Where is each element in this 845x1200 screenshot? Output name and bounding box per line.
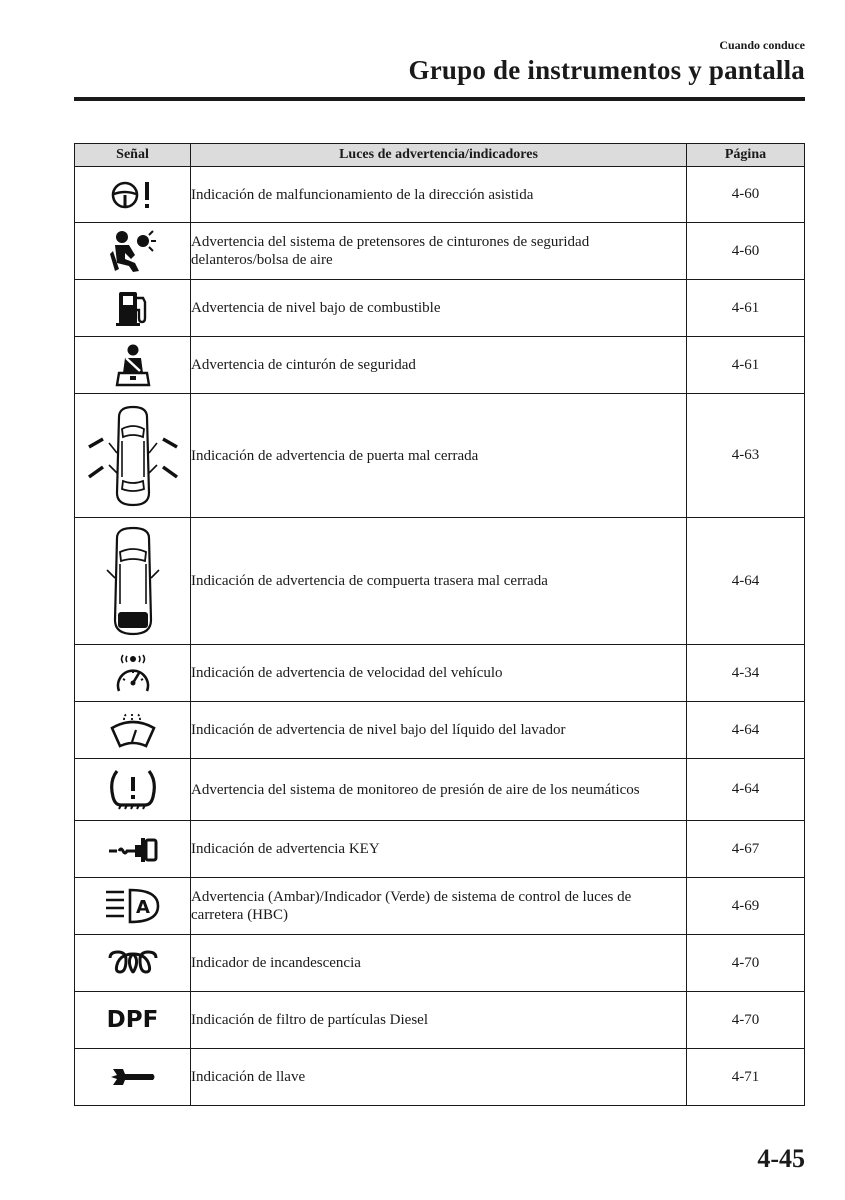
- table-row: [75, 394, 805, 518]
- row-description: Indicación de filtro de partículas Diesel: [191, 992, 687, 1049]
- row-description: Advertencia del sistema de pretensores de cinturones de seguridad delanteros/bolsa de aire: [191, 223, 687, 280]
- row-description: Advertencia (Ambar)/Indicador (Verde) de sistema de control de luces de carretera (HBC): [191, 878, 687, 935]
- table-row: [75, 337, 805, 394]
- row-description: Advertencia de cinturón de seguridad: [191, 337, 687, 394]
- tire-pressure-icon: [75, 759, 191, 821]
- dpf-icon-label: DPF: [106, 1007, 159, 1033]
- header-rule: [74, 97, 805, 101]
- table-row: [75, 821, 805, 878]
- table-row: [75, 1049, 805, 1106]
- table-row: [75, 878, 805, 935]
- table-row: [75, 280, 805, 337]
- column-header-signal: Señal: [75, 144, 191, 167]
- liftgate-ajar-icon: [75, 518, 191, 645]
- row-page: 4-67: [687, 821, 805, 878]
- row-description: Indicación de malfuncionamiento de la dirección asistida: [191, 167, 687, 223]
- table-row: [75, 935, 805, 992]
- section-header: Cuando conduce: [719, 38, 805, 52]
- low-fuel-icon: [75, 280, 191, 337]
- row-page: 4-60: [687, 167, 805, 223]
- table-row: [75, 223, 805, 280]
- dpf-icon: [75, 992, 191, 1049]
- table-row: [75, 759, 805, 821]
- row-page: 4-34: [687, 645, 805, 702]
- table-header-row: [75, 144, 805, 167]
- glow-plug-icon: [75, 935, 191, 992]
- row-description: Advertencia de nivel bajo de combustible: [191, 280, 687, 337]
- row-description: Indicador de incandescencia: [191, 935, 687, 992]
- table-row: [75, 992, 805, 1049]
- vehicle-speed-warning-icon: [75, 645, 191, 702]
- row-description: Indicación de advertencia de velocidad del vehículo: [191, 645, 687, 702]
- column-header-page: Página: [687, 144, 805, 167]
- warning-lights-table: [74, 143, 805, 1106]
- row-description: Indicación de advertencia de compuerta trasera mal cerrada: [191, 518, 687, 645]
- page-number: 4-45: [757, 1144, 805, 1173]
- row-description: Indicación de advertencia KEY: [191, 821, 687, 878]
- seat-belt-pretensioner-airbag-icon: [75, 223, 191, 280]
- row-page: 4-64: [687, 518, 805, 645]
- door-ajar-icon: [75, 394, 191, 518]
- row-page: 4-63: [687, 394, 805, 518]
- table-row: [75, 702, 805, 759]
- high-beam-control-icon: [75, 878, 191, 935]
- row-page: 4-64: [687, 702, 805, 759]
- page-title: Grupo de instrumentos y pantalla: [408, 55, 805, 85]
- table-row: [75, 518, 805, 645]
- row-description: Advertencia del sistema de monitoreo de presión de aire de los neumáticos: [191, 759, 687, 821]
- row-page: 4-70: [687, 935, 805, 992]
- row-page: 4-69: [687, 878, 805, 935]
- low-washer-fluid-icon: [75, 702, 191, 759]
- table-row: [75, 167, 805, 223]
- row-page: 4-61: [687, 337, 805, 394]
- row-page: 4-61: [687, 280, 805, 337]
- row-description: Indicación de advertencia de puerta mal cerrada: [191, 394, 687, 518]
- row-page: 4-71: [687, 1049, 805, 1106]
- row-page: 4-60: [687, 223, 805, 280]
- row-description: Indicación de advertencia de nivel bajo del líquido del lavador: [191, 702, 687, 759]
- wrench-icon: [75, 1049, 191, 1106]
- power-steering-warning-icon: [75, 167, 191, 223]
- row-page: 4-70: [687, 992, 805, 1049]
- key-warning-icon: [75, 821, 191, 878]
- seat-belt-icon: [75, 337, 191, 394]
- row-page: 4-64: [687, 759, 805, 821]
- column-header-description: Luces de advertencia/indicadores: [191, 144, 687, 167]
- table-row: [75, 645, 805, 702]
- row-description: Indicación de llave: [191, 1049, 687, 1106]
- svg-text:A: A: [135, 897, 150, 918]
